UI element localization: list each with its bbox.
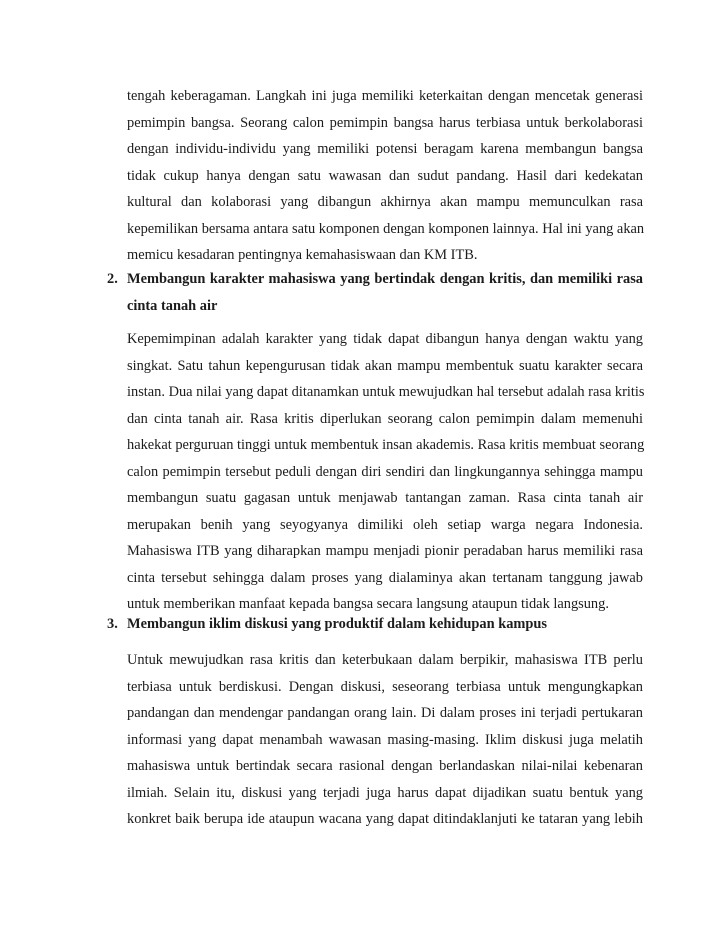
intro-paragraph [127, 83, 643, 269]
heading-line: cinta tanah air [127, 297, 218, 314]
text-line: cinta tersebut sehingga dalam proses yang dialaminya akan tertanam tanggung jawab [127, 569, 643, 586]
text-line: untuk memberikan manfaat kepada bangsa secara langsung ataupun tidak langsung. [127, 596, 609, 612]
text-line: informasi yang dapat menambah wawasan masing-masing. Iklim diskusi juga melatih [127, 731, 643, 748]
text-line: tidak cukup hanya dengan satu wawasan dan sudut pandang. Hasil dari kedekatan [127, 167, 643, 184]
heading-line: Membangun karakter mahasiswa yang bertindak dengan kritis, dan memiliki rasa [127, 271, 643, 287]
text-line: kepemilikan bersama antara satu komponen dengan komponen lainnya. Hal ini yang akan [127, 220, 645, 237]
text-line: memicu kesadaran pentingnya kemahasiswaan dan KM ITB. [127, 247, 478, 263]
text-line: tengah keberagaman. Langkah ini juga memiliki keterkaitan dengan mencetak generasi [127, 88, 643, 104]
heading-line: Membangun iklim diskusi yang produktif dalam kehidupan kampus [127, 616, 548, 632]
text-line: calon pemimpin tersebut peduli dengan diri sendiri dan lingkungannya sehingga mampu [127, 463, 643, 480]
section-2-heading [107, 266, 643, 319]
text-line: membangun suatu gagasan untuk menjawab tantangan zaman. Rasa cinta tanah air [127, 490, 643, 506]
text-line: kultural dan kolaborasi yang dibangun akhirnya akan mampu memunculkan rasa [127, 194, 643, 210]
text-line: dengan individu-individu yang memiliki potensi beragam karena membangun bangsa [127, 141, 643, 157]
text-line: merupakan benih yang seyogyanya dimiliki oleh setiap warga negara Indonesia. [127, 516, 643, 533]
section-2-paragraph [127, 326, 643, 618]
text-line: instan. Dua nilai yang dapat ditanamkan untuk mewujudkan hal tersebut adalah rasa kritis [127, 384, 645, 400]
text-line: konkret baik berupa ide ataupun wacana yang dapat ditindaklanjuti ke tataran yang lebih [127, 811, 643, 827]
text-line: pandangan dan mendengar pandangan orang lain. Di dalam proses ini terjadi pertukaran [127, 705, 643, 721]
text-line: dan cinta tanah air. Rasa kritis diperlukan seorang calon pemimpin dalam memenuhi [127, 410, 643, 427]
text-line: singkat. Satu tahun kepengurusan tidak akan mampu membentuk suatu karakter secara [127, 357, 643, 374]
text-line: Untuk mewujudkan rasa kritis dan keterbukaan dalam berpikir, mahasiswa ITB perlu [127, 652, 643, 668]
section-3-paragraph [127, 647, 643, 833]
text-line: mahasiswa untuk bertindak secara rasional dengan berlandaskan nilai-nilai kebenaran [127, 758, 643, 774]
list-number: 3. [107, 616, 118, 632]
text-line: Mahasiswa ITB yang diharapkan mampu menjadi pionir peradaban harus memiliki rasa [127, 543, 643, 559]
text-line: hakekat perguruan tinggi untuk membentuk insan akademis. Rasa kritis membuat seorang [127, 437, 645, 453]
text-line: pemimpin bangsa. Seorang calon pemimpin bangsa harus terbiasa untuk berkolaborasi [127, 114, 643, 131]
text-line: Kepemimpinan adalah karakter yang tidak dapat dibangun hanya dengan waktu yang [127, 331, 643, 347]
list-number: 2. [107, 271, 118, 287]
text-line: ilmiah. Selain itu, diskusi yang terjadi juga harus dapat dijadikan suatu bentuk yang [127, 784, 643, 801]
text-line: terbiasa untuk berdiskusi. Dengan diskusi, seseorang terbiasa untuk mengungkapkan [127, 678, 643, 695]
section-3-heading [107, 611, 643, 638]
